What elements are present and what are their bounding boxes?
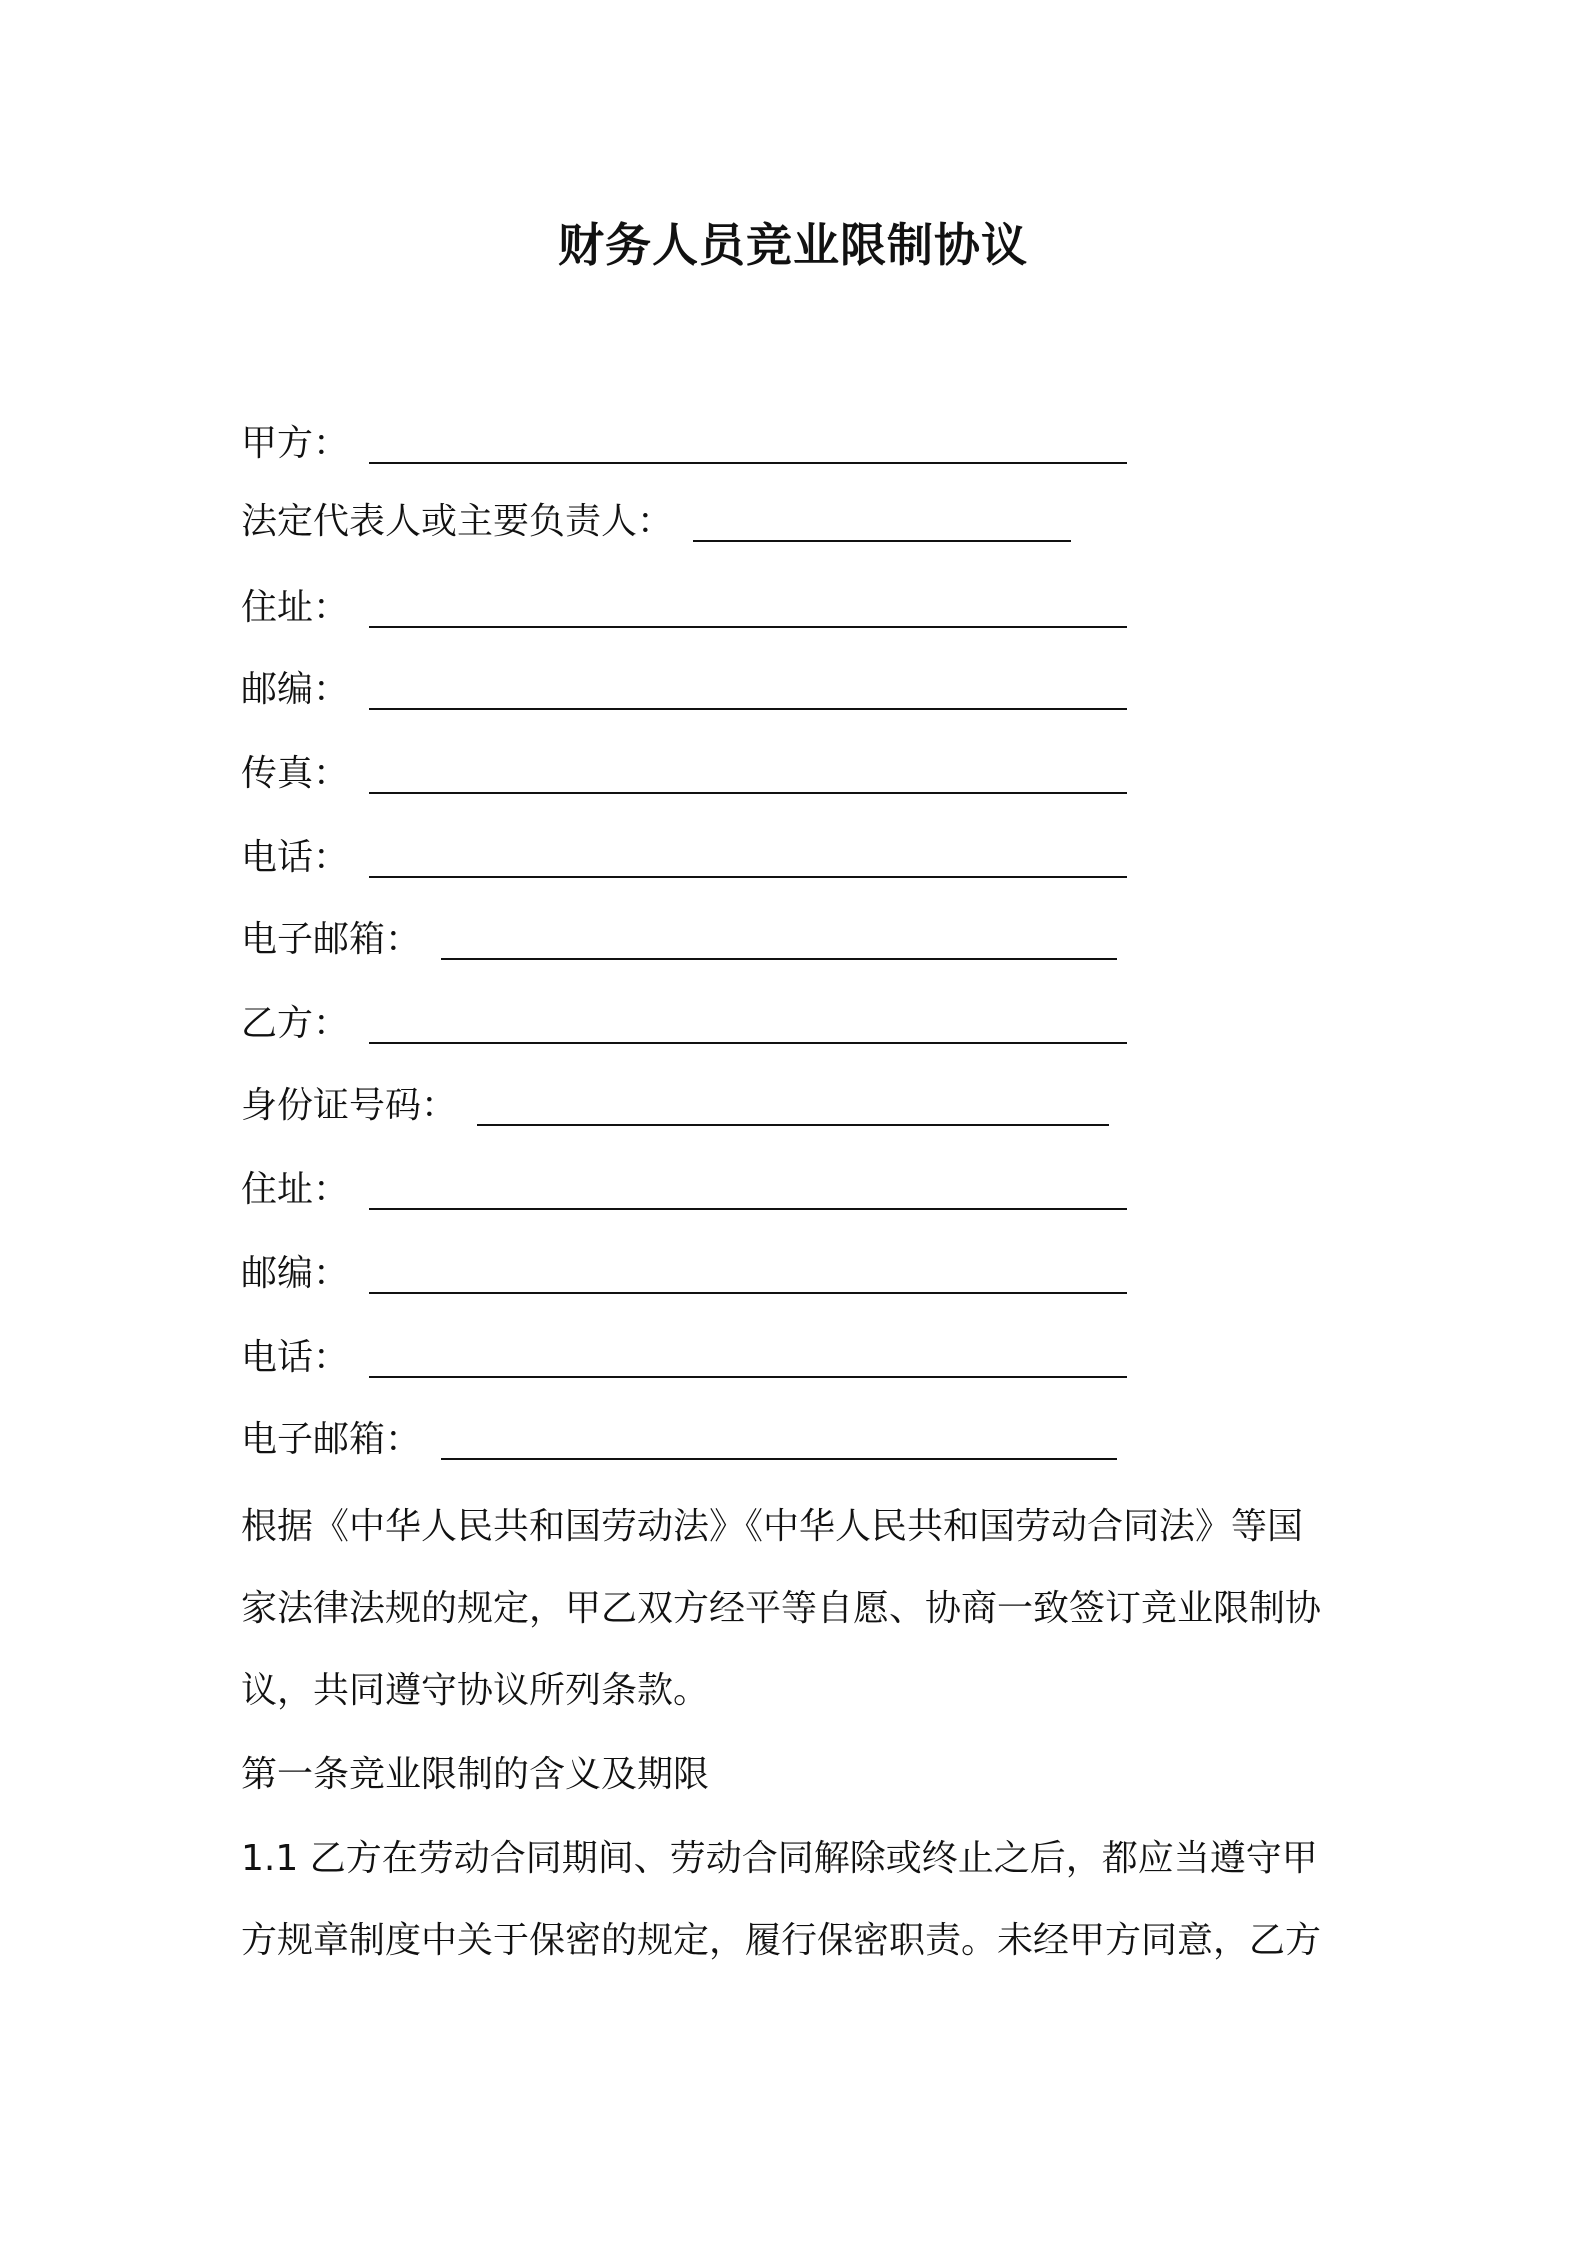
party-b-phone-label: 电话: [241, 1337, 314, 1378]
intro-line: 家法律法规的规定，甲乙双方经平等自愿、协商一致签订竞业限制协: [241, 1588, 1322, 1629]
party-b-email-blank[interactable]: [441, 1418, 1117, 1460]
colon: ：: [385, 1419, 422, 1460]
party-a-email-blank[interactable]: [441, 918, 1117, 960]
clause-line: 1.1 乙方在劳动合同期间、劳动合同解除或终止之后，都应当遵守甲: [241, 1838, 1318, 1879]
party-b-postcode-field: [241, 1248, 1127, 1300]
party-a-email-field: [241, 914, 1117, 966]
party-a-fax-field: [241, 748, 1127, 800]
party-b-id-field: [241, 1080, 1109, 1132]
party-b-postcode-label: 邮编: [241, 1253, 314, 1294]
party-b-field: [241, 998, 1127, 1050]
party-b-id-label: 身份证号码: [241, 1085, 422, 1126]
party-b-id-blank[interactable]: [477, 1084, 1109, 1126]
intro-line: 议，共同遵守协议所列条款。: [241, 1670, 710, 1711]
party-a-email-label: 电子邮箱: [241, 919, 386, 960]
party-b-address-blank[interactable]: [369, 1168, 1127, 1210]
colon: ：: [313, 1253, 350, 1294]
party-b-address-field: [241, 1164, 1127, 1216]
colon: ：: [421, 1085, 458, 1126]
party-b-blank[interactable]: [369, 1002, 1127, 1044]
party-b-label: 乙方: [241, 1003, 314, 1044]
colon: ：: [313, 587, 350, 628]
colon: ：: [313, 1337, 350, 1378]
party-a-phone-label: 电话: [241, 837, 314, 878]
party-a-address-label: 住址: [241, 587, 314, 628]
party-a-fax-blank[interactable]: [369, 752, 1127, 794]
party-b-email-field: [241, 1414, 1117, 1466]
party-a-fax-label: 传真: [241, 753, 314, 794]
party-a-field: [241, 418, 1127, 470]
party-a-address-blank[interactable]: [369, 586, 1127, 628]
party-a-postcode-field: [241, 664, 1127, 716]
party-b-email-label: 电子邮箱: [241, 1419, 386, 1460]
intro-paragraph: [241, 1486, 1321, 1732]
intro-line: 根据《中华人民共和国劳动法》《中华人民共和国劳动合同法》等国: [241, 1506, 1304, 1547]
legal-rep-label: 法定代表人或主要负责人: [241, 501, 638, 542]
party-a-postcode-label: 邮编: [241, 669, 314, 710]
document-title: 财务人员竞业限制协议: [558, 218, 1028, 272]
colon: ：: [313, 1169, 350, 1210]
party-a-phone-blank[interactable]: [369, 836, 1127, 878]
colon: ：: [313, 669, 350, 710]
colon: ：: [313, 423, 350, 464]
party-a-blank[interactable]: [369, 422, 1127, 464]
party-b-postcode-blank[interactable]: [369, 1252, 1127, 1294]
legal-rep-field: [241, 496, 1071, 548]
colon: ：: [313, 1003, 350, 1044]
article-1-heading: 第一条竞业限制的含义及期限: [241, 1754, 710, 1795]
party-b-phone-blank[interactable]: [369, 1336, 1127, 1378]
party-a-address-field: [241, 582, 1127, 634]
party-a-label: 甲方: [241, 423, 314, 464]
legal-rep-blank[interactable]: [693, 500, 1071, 542]
clause-line: 方规章制度中关于保密的规定，履行保密职责。未经甲方同意，乙方: [241, 1920, 1322, 1961]
colon: ：: [313, 837, 350, 878]
party-a-phone-field: [241, 832, 1127, 884]
colon: ：: [637, 501, 674, 542]
party-a-postcode-blank[interactable]: [369, 668, 1127, 710]
colon: ：: [313, 753, 350, 794]
party-b-phone-field: [241, 1332, 1127, 1384]
colon: ：: [385, 919, 422, 960]
clause-1-1-paragraph: [241, 1818, 1321, 1982]
party-b-address-label: 住址: [241, 1169, 314, 1210]
